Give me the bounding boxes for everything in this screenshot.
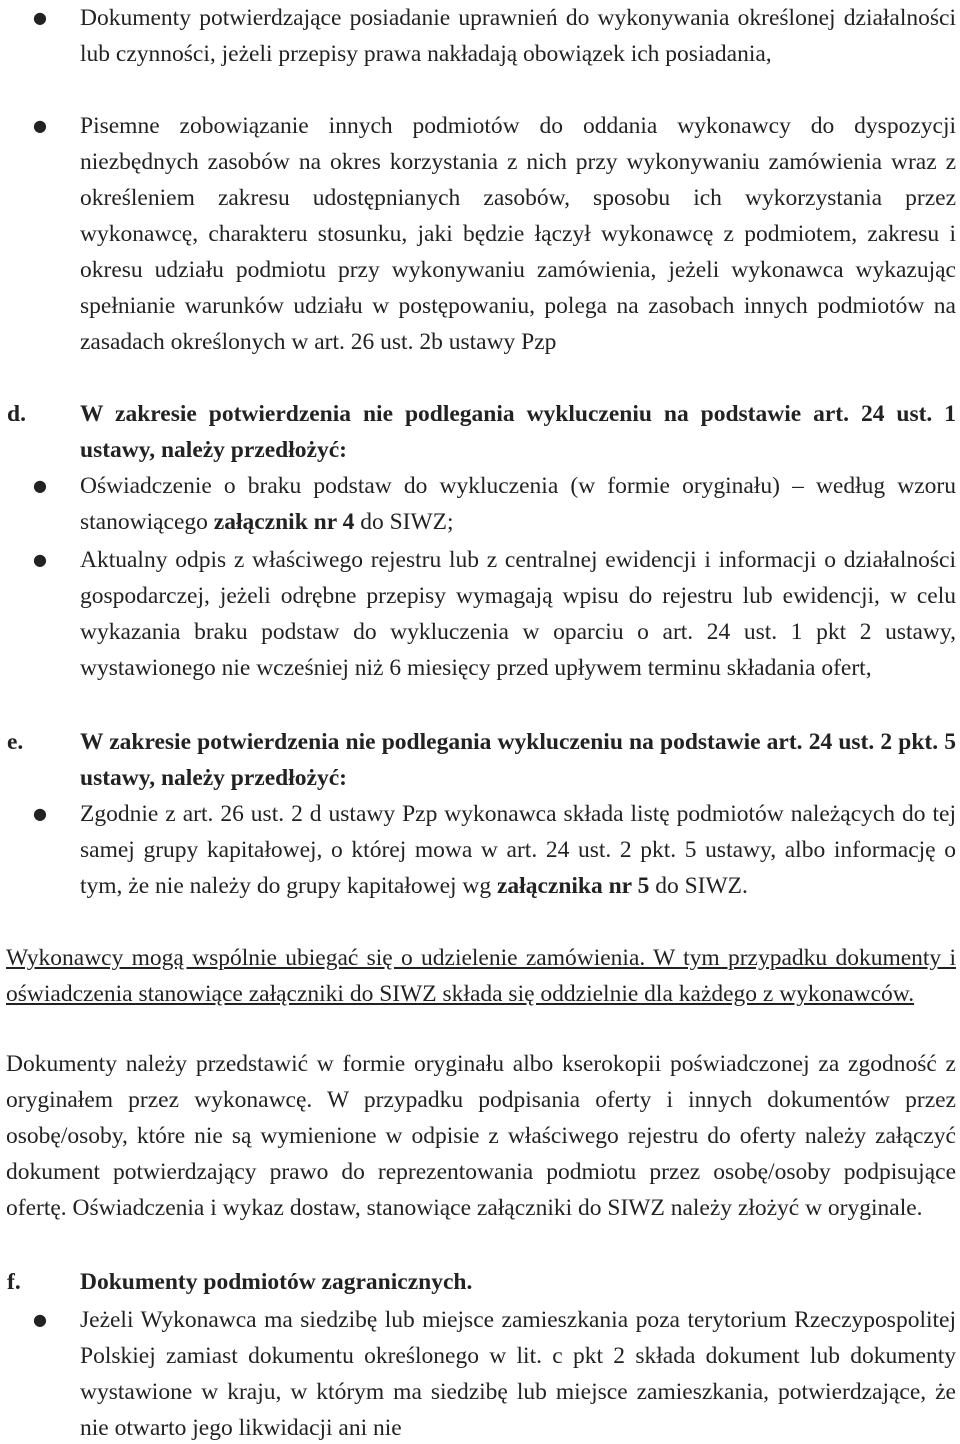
list-item bbox=[33, 1302, 956, 1444]
bullet-icon: ● bbox=[33, 8, 47, 27]
bullet-icon: ● bbox=[33, 804, 47, 823]
section-heading-f bbox=[7, 1264, 956, 1300]
list-item bbox=[33, 108, 956, 360]
list-item bbox=[33, 468, 956, 540]
bullet-icon: ● bbox=[33, 476, 47, 495]
paragraph-documents-form: Dokumenty należy przedstawić w formie oryginału albo kserokopii poświadczonej za zgodność z oryginałem przez wykonawcę. W przypadku podpisania oferty i innych dokumentów przez osobę/osoby, które nie są wymienione w odpisie z właściwego rejestru do oferty należy załączyć dokument potwierdzający prawo do reprezentowania podmiotu przez osobę/osoby podpisujące ofertę. Oświadczenia i wykaz dostaw, stanowiące załączniki do SIWZ należy złożyć w oryginale. bbox=[6, 1051, 956, 1221]
section-heading-text: Dokumenty podmiotów zagranicznych. bbox=[80, 1269, 473, 1295]
list-item bbox=[33, 542, 956, 686]
list-item-text: Jeżeli Wykonawca ma siedzibę lub miejsce zamieszkania poza terytorium Rzeczypospolitej Polskiej zamiast dokumentu określonego w lit. c pkt 2 składa dokument lub dokumenty wystawione w kraju, w którym ma siedzibę lub miejsce zamieszkania, potwierdzające, że nie otwarto jego likwidacji ani nie bbox=[80, 1307, 956, 1441]
section-heading-e bbox=[7, 724, 956, 796]
list-item-text: Oświadczenie o braku podstaw do wykluczenia (w formie oryginału) – według wzoru stanowiącego bbox=[80, 473, 956, 535]
attachment-reference: załącznika nr 5 bbox=[497, 873, 650, 899]
section-heading-text: W zakresie potwierdzenia nie podlegania wykluczeniu na podstawie art. 24 ust. 1 ustawy, należy przedłożyć: bbox=[80, 401, 956, 463]
bullet-icon: ● bbox=[33, 550, 47, 569]
list-item-text: do SIWZ; bbox=[360, 509, 454, 535]
bullet-icon: ● bbox=[33, 1310, 47, 1329]
list-item-text: Pisemne zobowiązanie innych podmiotów do oddania wykonawcy do dyspozycji niezbędnych zasobów na okres korzystania z nich przy wykonywaniu zamówienia wraz z określeniem zakresu udostępnianych zasobów, sposobu ich wykorzystania przez wykonawcę, charakteru stosunku, jaki będzie łączył wykonawcę z podmiotem, zakresu i okresu udziału podmiotu przy wykonywaniu zamówienia, jeżeli wykonawca wykazując spełnianie warunków udziału w postępowaniu, polega na zasobach innych podmiotów na zasadach określonych w art. 26 ust. 2b ustawy Pzp bbox=[80, 113, 956, 355]
section-heading-d bbox=[7, 396, 956, 468]
section-letter: f. bbox=[7, 1269, 21, 1295]
list-item bbox=[33, 796, 956, 904]
bullet-icon: ● bbox=[33, 116, 47, 135]
section-heading-text: W zakresie potwierdzenia nie podlegania wykluczeniu na podstawie art. 24 ust. 2 pkt. 5 ustawy, należy przedłożyć: bbox=[80, 729, 956, 791]
section-letter: e. bbox=[7, 729, 24, 755]
paragraph-joint-bidders: Wykonawcy mogą wspólnie ubiegać się o udzielenie zamówienia. W tym przypadku dokumenty i oświadczenia stanowiące załączniki do SIWZ składa się oddzielnie dla każdego z wykonawców. bbox=[6, 945, 956, 1007]
list-item-text: Aktualny odpis z właściwego rejestru lub z centralnej ewidencji i informacji o działalności gospodarczej, jeżeli odrębne przepisy wymagają wpisu do rejestru lub ewidencji, w celu wykazania braku podstaw do wykluczenia w oparciu o art. 24 ust. 1 pkt 2 ustawy, wystawionego nie wcześniej niż 6 miesięcy przed upływem terminu składania ofert, bbox=[80, 547, 956, 681]
attachment-reference: załącznik nr 4 bbox=[213, 509, 355, 535]
section-letter: d. bbox=[7, 401, 26, 427]
list-item-text: Zgodnie z art. 26 ust. 2 d ustawy Pzp wykonawca składa listę podmiotów należących do tej samej grupy kapitałowej, o której mowa w art. 24 ust. 2 pkt. 5 ustawy, albo informację o tym, że nie należy do grupy kapitałowej wg bbox=[80, 801, 956, 899]
list-item bbox=[33, 0, 956, 72]
list-item-text: Dokumenty potwierdzające posiadanie uprawnień do wykonywania określonej działalności lub czynności, jeżeli przepisy prawa nakładają obowiązek ich posiadania, bbox=[80, 5, 956, 67]
list-item-text: do SIWZ. bbox=[655, 873, 748, 899]
